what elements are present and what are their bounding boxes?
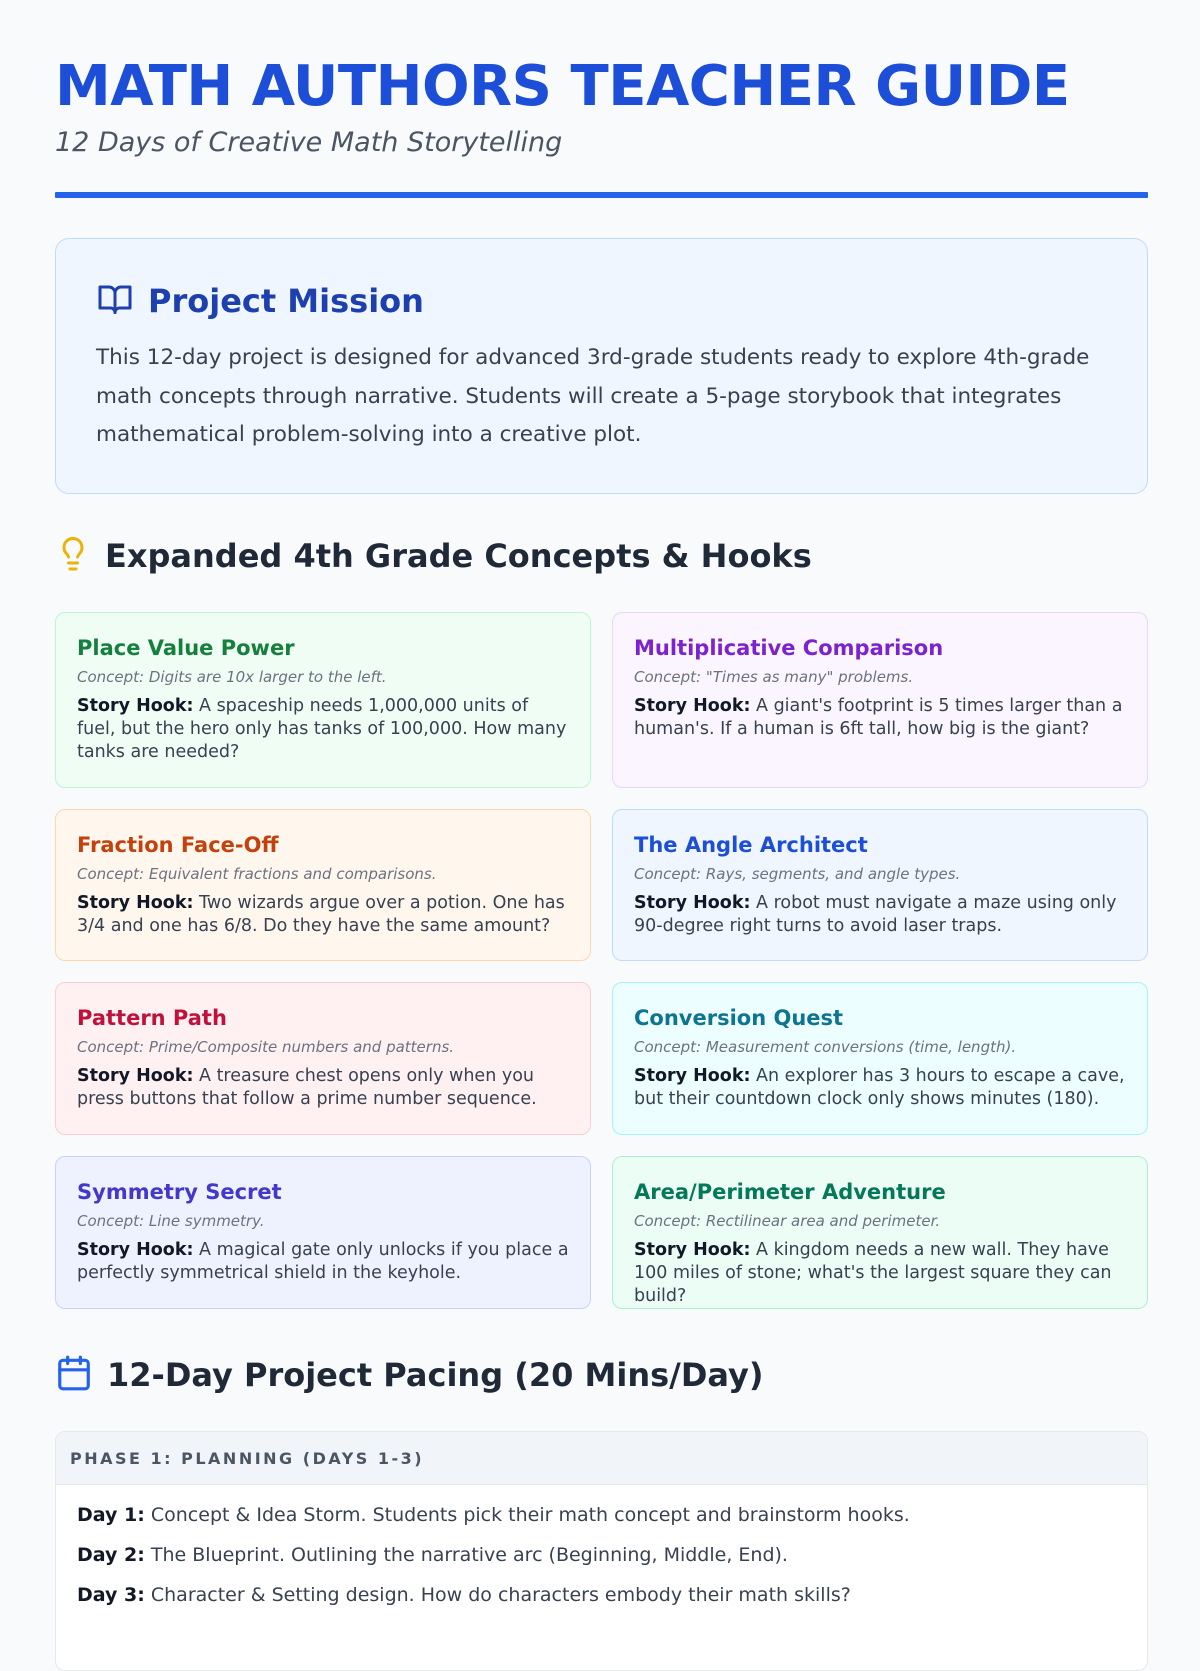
phase-panel: [55, 1431, 1148, 1671]
mission-panel: [55, 238, 1148, 494]
guide-page: [55, 0, 1148, 1671]
concepts-heading: [55, 534, 1148, 578]
page-title: MATH AUTHORS TEACHER GUIDE: [55, 54, 1070, 119]
concept-cards: [55, 612, 1148, 1330]
card-hook: Story Hook: An explorer has 3 hours to escape a cave, but their countdown clock only shows minutes (180).: [634, 1066, 1125, 1109]
mission-title: Project Mission: [148, 282, 424, 320]
card-hook: Story Hook: A treasure chest opens only when you press buttons that follow a prime number sequence.: [77, 1066, 537, 1109]
list-item: Day 2: The Blueprint. Outlining the narrative arc (Beginning, Middle, End).: [77, 1544, 788, 1566]
concept-card-angle: [612, 809, 1148, 961]
card-hook: Story Hook: A kingdom needs a new wall. They have 100 miles of stone; what's the largest square they can build?: [634, 1240, 1112, 1306]
card-title: Symmetry Secret: [77, 1180, 282, 1204]
concept-card-pattern: [55, 982, 591, 1135]
concept-card-symmetry: [55, 1156, 591, 1309]
list-item: Day 3: Character & Setting design. How do characters embody their math skills?: [77, 1584, 851, 1606]
card-title: Place Value Power: [77, 636, 295, 660]
card-concept: Concept: "Times as many" problems.: [634, 668, 914, 686]
card-hook: Story Hook: A robot must navigate a maze using only 90-degree right turns to avoid laser traps.: [634, 893, 1117, 936]
card-hook: Story Hook: A giant's footprint is 5 times larger than a human's. If a human is 6ft tall, how big is the giant?: [634, 696, 1123, 739]
card-hook: Story Hook: A spaceship needs 1,000,000 units of fuel, but the hero only has tanks of 100,000. How many tanks are needed?: [77, 696, 567, 762]
pacing-title: 12-Day Project Pacing (20 Mins/Day): [107, 1356, 764, 1394]
card-title: Pattern Path: [77, 1006, 227, 1030]
concept-card-place-value: [55, 612, 591, 788]
title-divider: [55, 192, 1148, 198]
card-concept: Concept: Measurement conversions (time, length).: [634, 1038, 1017, 1056]
card-title: Area/Perimeter Adventure: [634, 1180, 946, 1204]
mission-text: This 12-day project is designed for advanced 3rd-grade students ready to explore 4th-grade math concepts through narrative. Students will create a 5-page storybook that integrates mathematical problem-solving into a creative plot.: [96, 345, 1090, 447]
phase-title: PHASE 1: PLANNING (DAYS 1-3): [56, 1432, 1147, 1485]
concept-card-fraction: [55, 809, 591, 961]
concepts-title: Expanded 4th Grade Concepts & Hooks: [105, 537, 812, 575]
pacing-heading: [55, 1353, 1148, 1397]
card-title: Fraction Face-Off: [77, 833, 279, 857]
calendar-icon: [55, 1354, 93, 1396]
card-concept: Concept: Rectilinear area and perimeter.: [634, 1212, 941, 1230]
card-concept: Concept: Prime/Composite numbers and patterns.: [77, 1038, 455, 1056]
card-title: Multiplicative Comparison: [634, 636, 944, 660]
day-list: [56, 1485, 1147, 1607]
list-item: Day 1: Concept & Idea Storm. Students pick their math concept and brainstorm hooks.: [77, 1504, 910, 1526]
concept-card-conversion: [612, 982, 1148, 1135]
page-subtitle: 12 Days of Creative Math Storytelling: [55, 127, 563, 158]
card-hook: Story Hook: A magical gate only unlocks if you place a perfectly symmetrical shield in the keyhole.: [77, 1240, 569, 1283]
card-hook: Story Hook: Two wizards argue over a potion. One has 3/4 and one has 6/8. Do they have the same amount?: [77, 893, 565, 936]
card-title: Conversion Quest: [634, 1006, 844, 1030]
card-concept: Concept: Line symmetry.: [77, 1212, 265, 1230]
card-concept: Concept: Rays, segments, and angle types.: [634, 865, 961, 883]
open-book-icon: [96, 281, 134, 321]
card-concept: Concept: Equivalent fractions and comparisons.: [77, 865, 437, 883]
card-title: The Angle Architect: [634, 833, 868, 857]
concept-card-multiplicative: [612, 612, 1148, 788]
card-concept: Concept: Digits are 10x larger to the left.: [77, 668, 387, 686]
lightbulb-icon: [55, 534, 91, 578]
concept-card-area-perimeter: [612, 1156, 1148, 1309]
